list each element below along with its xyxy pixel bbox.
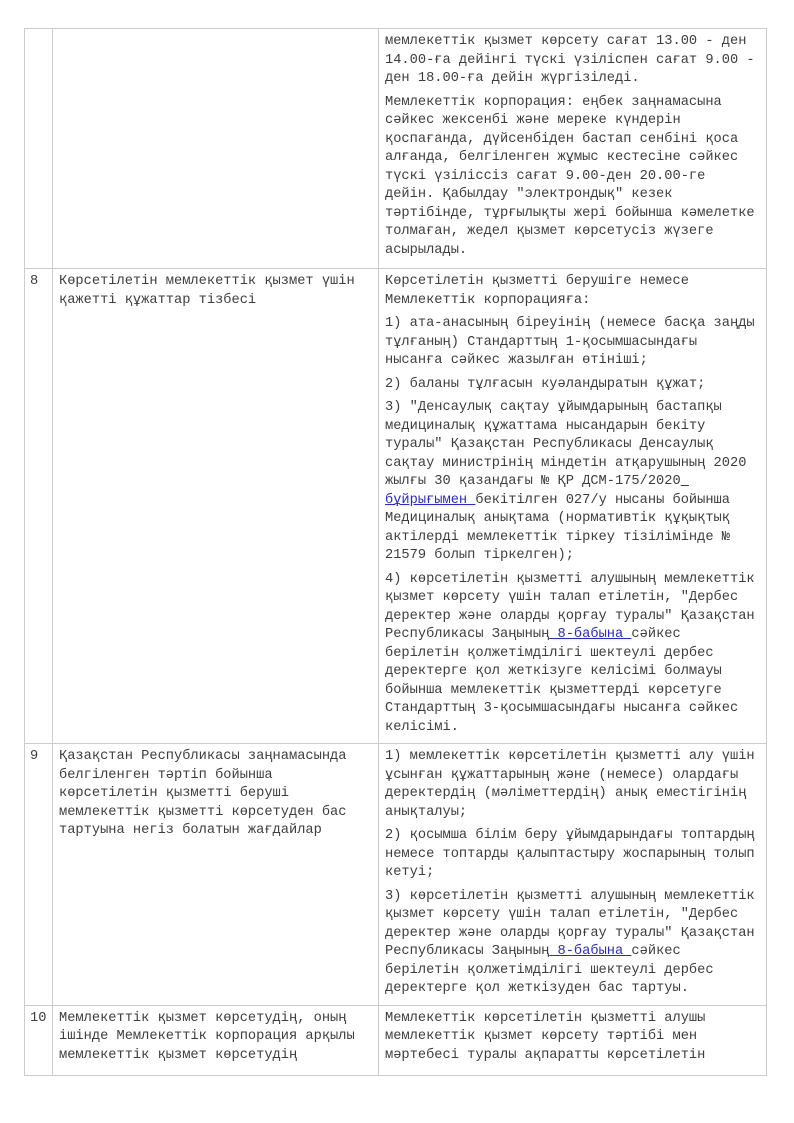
legal-reference-link[interactable]: 8-бабына <box>549 944 632 959</box>
content-cell <box>379 744 767 1006</box>
legal-reference-link[interactable]: бұйрығымен <box>385 474 689 508</box>
paragraph-text: Көрсетілетін қызметті берушіге немесе Мемлекеттік корпорацияға: <box>385 274 689 308</box>
paragraph-text: 3) көрсетілетін қызметті алушының мемлекеттік қызмет көрсету үшін талап етілетін, "Дербес деректер және оларды қорғау туралы" Қазақстан Республикасы Заңының <box>385 888 755 959</box>
table-row <box>25 1005 767 1075</box>
criterion-cell <box>53 269 379 744</box>
paragraph <box>385 1010 758 1066</box>
row-number-cell: 9 <box>25 744 53 1006</box>
paragraph-text: 2) қосымша білім беру ұйымдарындағы топтардың немесе топтарды қалыптастыру жоспарының толып кетуі; <box>385 828 755 880</box>
paragraph <box>385 748 758 822</box>
criterion-cell <box>53 1005 379 1075</box>
paragraph-text: Мемлекеттік қызмет көрсетудің, оның ішінде Мемлекеттік корпорация арқылы мемлекеттік қызмет көрсетудің <box>59 1010 355 1063</box>
service-standard-table <box>24 28 767 1076</box>
paragraph-text: 1) мемлекеттік көрсетілетін қызметті алу үшін ұсынған құжаттарының және (немесе) олардағы деректердің (мәліметтердің) анық еместігінің анықталуы; <box>385 749 755 820</box>
row-number-cell <box>25 29 53 269</box>
row-number-cell: 8 <box>25 269 53 744</box>
table-row <box>25 269 767 744</box>
paragraph <box>385 571 758 738</box>
paragraph-text: бекітілген 027/у нысаны бойынша Медициналық анықтама (нормативтік құқықтық актілерді мемлекеттік тіркеу тізілімінде № 21579 болып тіркелген); <box>385 492 730 563</box>
content-cell <box>379 269 767 744</box>
paragraph-text: Мемлекеттік корпорация: еңбек заңнамасына сәйкес жексенбі және мереке күндерін қоспағанда, дүйсенбіден бастап сенбіні қоса алғанда, белгіленген жұмыс кестесіне сәйкес түскі үзіліссіз сағат 9.00-ден 20.00-ге дейін. Қабылдау "электрондық" кезек тәртібінде, тұрғылықты жері бойынша кәмелетке толмаған, жедел қызмет көрсетусіз жүзеге асырылады. <box>385 94 755 258</box>
paragraph <box>59 1010 370 1066</box>
paragraph <box>385 827 758 883</box>
legal-reference-link[interactable]: 8-бабына <box>549 627 632 642</box>
paragraph-text: мемлекеттік қызмет көрсету сағат 13.00 - ден 14.00-ға дейінгі түскі үзіліспен сағат 9.00 - ден 18.00-ға дейін жүргізіледі. <box>385 34 755 86</box>
row-number-cell: 10 <box>25 1005 53 1075</box>
table-row <box>25 744 767 1006</box>
paragraph-text: 3) "Денсаулық сақтау ұйымдарының бастапқы медициналық құжаттама нысандарын бекіту туралы" Қазақстан Республикасы Денсаулық сақтау министрінің міндетін атқарушының 2020 жылғы 30 қазандағы № ҚР ДСМ-175/2020 <box>385 400 747 489</box>
paragraph-text: Қазақстан Республикасы заңнамасында белгіленген тәртіп бойынша көрсетілетін қызметті беруші мемлекеттік қызметті көрсетуден бас тартуына негіз болатын жағдайлар <box>59 749 347 838</box>
content-cell <box>379 1005 767 1075</box>
paragraph-text: Көрсетілетін мемлекеттік қызмет үшін қажетті құжаттар тізбесі <box>59 274 355 308</box>
paragraph <box>385 315 758 371</box>
table-row <box>25 29 767 269</box>
paragraph-text: Мемлекеттік көрсетілетін қызметті алушы мемлекеттік қызмет көрсету тәртібі мен мәртебесі туралы ақпаратты көрсетілетін <box>385 1010 706 1063</box>
criterion-cell <box>53 29 379 269</box>
content-cell <box>379 29 767 269</box>
paragraph <box>385 376 758 395</box>
paragraph <box>385 33 758 89</box>
paragraph-text: 4) көрсетілетін қызметті алушының мемлекеттік қызмет көрсету үшін талап етілетін, "Дербес деректер және оларды қорғау туралы" Қазақстан Республикасы Заңының <box>385 571 755 642</box>
paragraph <box>385 273 758 310</box>
paragraph <box>59 748 370 841</box>
criterion-cell <box>53 744 379 1006</box>
paragraph-text: сәйкес берілетін қолжетімділігі шектеулі дербес деректерге қол жеткізуден бас тартуы. <box>385 944 714 996</box>
paragraph <box>59 273 370 310</box>
paragraph-text: 2) баланы тұлғасын куәландыратын құжат; <box>385 376 706 392</box>
paragraph <box>385 399 758 566</box>
paragraph-text: 1) ата-анасының біреуінің (немесе басқа заңды тұлғаның) Стандарттың 1-қосымшасындағы нысанға сәйкес жазылған өтініші; <box>385 316 755 368</box>
service-table-body <box>25 29 767 1076</box>
paragraph-text: сәйкес берілетін қолжетімділігі шектеулі дербес деректерге қол жеткізуге келісімі болмауы бойынша мемлекеттік қызметтерді көрсетуге Стандарттың 3-қосымшасындағы нысанға сәйкес келісімі. <box>385 627 739 735</box>
paragraph <box>385 94 758 261</box>
paragraph <box>385 888 758 999</box>
